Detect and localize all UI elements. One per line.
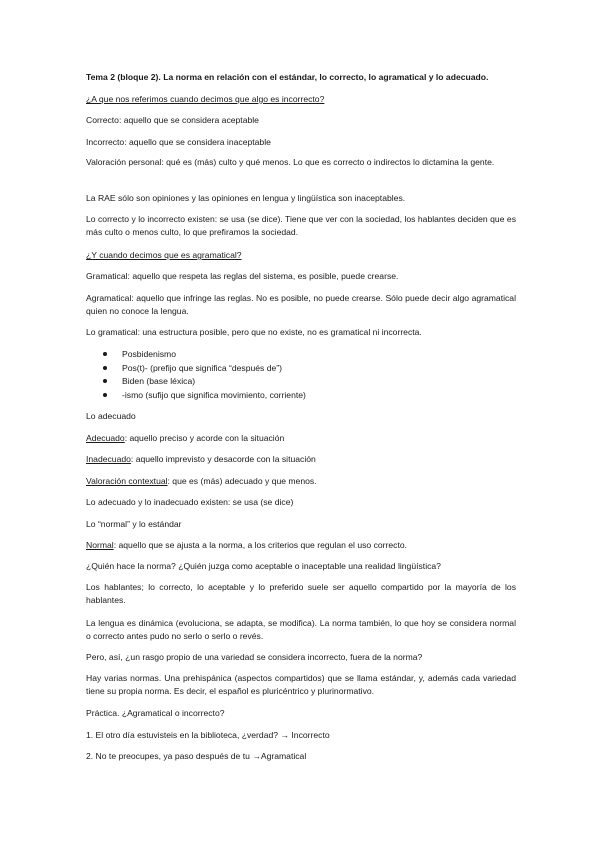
- list-item: Posbidenismo: [103, 348, 503, 362]
- bullet-icon: [103, 366, 107, 370]
- def-inadecuado: [86, 453, 516, 466]
- bullet-icon: [103, 379, 107, 383]
- def-incorrecto: Incorrecto: aquello que se considera inaceptable: [86, 137, 271, 147]
- question-variedad: Pero, así, ¿un rasgo propio de una variedad se considera incorrecto, fuera de la norma?: [86, 652, 423, 662]
- term-normal: Normal: [86, 540, 114, 550]
- question-norma: ¿Quién hace la norma? ¿Quién juzga como aceptable o inaceptable una realidad lingüística?: [86, 561, 441, 571]
- para-rae: La RAE sólo son opiniones y las opiniones en lengua y lingüística son inaceptables.: [86, 193, 406, 203]
- para-varias-normas: Hay varias normas. Una prehispánica (aspectos compartidos) que se llama estándar, y, además cada variedad tiene su propia norma. Es decir, el español es pluricéntrico y plurinormativo.: [86, 673, 516, 696]
- practice-item-1: 1. El otro día estuvisteis en la biblioteca, ¿verdad? → Incorrecto: [86, 730, 330, 740]
- def-valoracion-contextual: [86, 475, 516, 488]
- text-adecuado: : aquello preciso y acorde con la situación: [124, 433, 285, 443]
- heading-practica: Práctica. ¿Agramatical o incorrecto?: [86, 708, 225, 718]
- term-inadecuado: Inadecuado: [86, 454, 131, 464]
- para-adecuado-existen: Lo adecuado y lo inadecuado existen: se usa (se dice): [86, 497, 294, 507]
- example-bullet-list: [103, 348, 503, 402]
- def-agramatical: Agramatical: aquello que infringe las reglas. No es posible, no puede crearse. Sólo puede decir algo agramatical quien no conoce la lengua.: [86, 293, 516, 316]
- text-inadecuado: : aquello imprevisto y desacorde con la situación: [130, 454, 316, 464]
- term-valoracion-contextual: Valoración contextual: [86, 476, 168, 486]
- question-incorrecto: ¿A que nos referimos cuando decimos que algo es incorrecto?: [86, 94, 325, 104]
- def-valoracion-personal: Valoración personal: qué es (más) culto y qué menos. Lo que es correcto o indirectos lo dictamina la gente.: [86, 157, 495, 167]
- practice-item-2: 2. No te preocupes, ya paso después de tu →Agramatical: [86, 751, 307, 761]
- question-agramatical: ¿Y cuando decimos que es agramatical?: [86, 250, 242, 260]
- text-normal: : aquello que se ajusta a la norma, a los criterios que regulan el uso correcto.: [113, 540, 408, 550]
- para-correcto-incorrecto: Lo correcto y lo incorrecto existen: se usa (se dice). Tiene que ver con la sociedad, los hablantes deciden que es más culto o menos culto, lo que prefiramos la sociedad.: [86, 214, 516, 237]
- def-lo-gramatical: Lo gramatical: una estructura posible, pero que no existe, no es gramatical ni incorrecta.: [86, 327, 422, 337]
- para-hablantes: Los hablantes; lo correcto, lo aceptable y lo preferido suele ser aquello compartido por la mayoría de los hablantes.: [86, 582, 516, 605]
- list-item: Biden (base léxica): [103, 375, 503, 389]
- list-item: -ismo (sufijo que significa movimiento, corriente): [103, 389, 503, 403]
- text-valoracion-contextual: : que es (más) adecuado y que menos.: [167, 476, 317, 486]
- document-title: Tema 2 (bloque 2). La norma en relación con el estándar, lo correcto, lo agramatical y lo adecuado.: [86, 72, 489, 82]
- heading-lo-adecuado: Lo adecuado: [86, 411, 136, 421]
- bullet-icon: [103, 352, 107, 356]
- list-item: Pos(t)- (prefijo que significa “después de”): [103, 362, 503, 376]
- def-gramatical: Gramatical: aquello que respeta las reglas del sistema, es posible, puede crearse.: [86, 271, 399, 281]
- para-lengua-dinamica: La lengua es dinámica (evoluciona, se adapta, se modifica). La norma también, lo que hoy se considera normal o correcto antes pudo no serlo o serlo o revés.: [86, 618, 516, 641]
- def-correcto: Correcto: aquello que se considera aceptable: [86, 115, 259, 125]
- def-adecuado: [86, 432, 516, 445]
- term-adecuado: Adecuado: [86, 433, 125, 443]
- bullet-icon: [103, 393, 107, 397]
- heading-normal-estandar: Lo “normal” y lo estándar: [86, 519, 182, 529]
- def-normal: [86, 539, 516, 552]
